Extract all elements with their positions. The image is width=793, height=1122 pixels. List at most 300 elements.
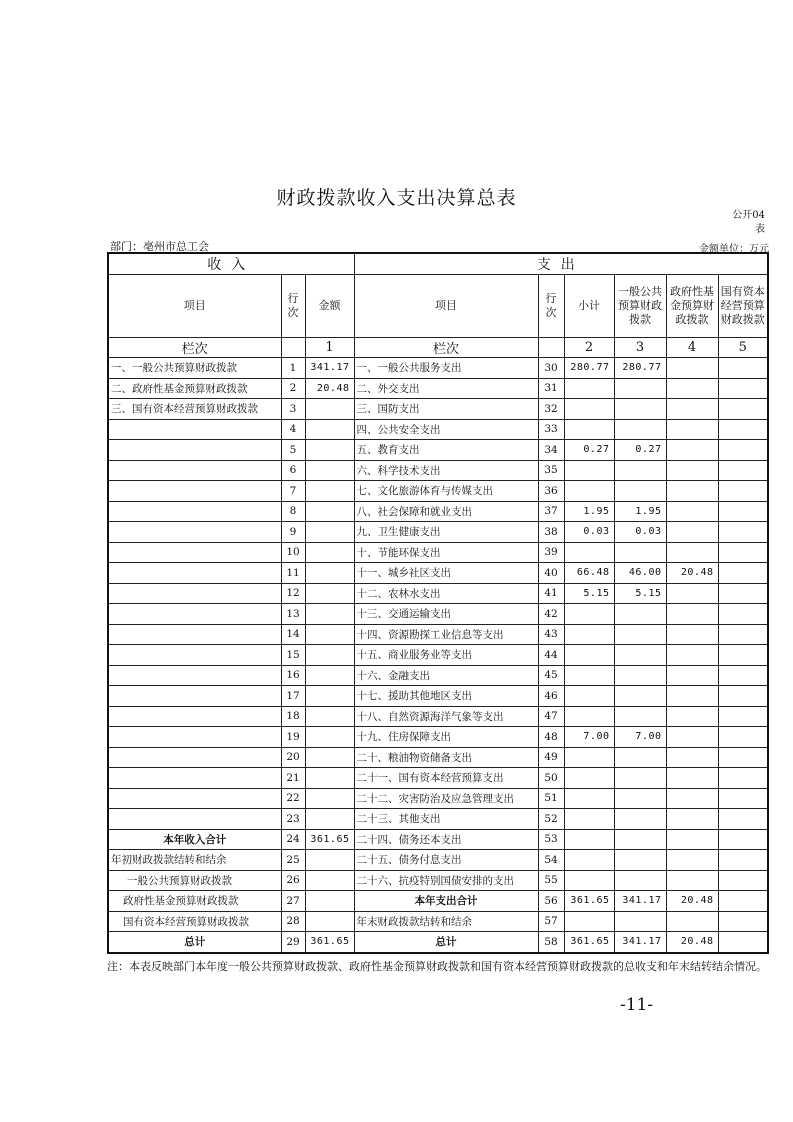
income-row-no: 8 [281,501,305,522]
fund-budget-value [666,542,718,563]
general-budget-value [614,809,666,830]
table-row [108,665,768,686]
income-item: 年初财政拨款结转和结余 [108,850,281,871]
general-budget-value [614,624,666,645]
expense-row-no: 51 [538,788,564,809]
table-row [108,891,768,912]
income-row-no: 20 [281,747,305,768]
form-code-line1: 公开04 [732,210,765,221]
blank-cell [538,338,564,358]
income-item [108,501,281,522]
fund-budget-value [666,522,718,543]
income-amount [305,481,354,502]
blank-cell [281,338,305,358]
state-capital-value [718,809,768,830]
income-row-no: 23 [281,809,305,830]
expense-row-no: 30 [538,358,564,379]
income-amount [305,563,354,584]
income-item: 本年收入合计 [108,829,281,850]
income-amount [305,727,354,748]
table-row [108,809,768,830]
column-number-1: 1 [305,338,354,358]
expense-row-no: 50 [538,768,564,789]
income-row-no: 11 [281,563,305,584]
subtotal-value [564,665,614,686]
column-label-income: 栏次 [108,338,281,358]
subtotal-value [564,378,614,399]
state-capital-value [718,727,768,748]
state-capital-value [718,706,768,727]
subtotal-value [564,604,614,625]
income-item [108,460,281,481]
subtotal-value [564,850,614,871]
general-budget-value: 5.15 [614,583,666,604]
expense-item: 十二、农林水支出 [354,583,538,604]
table-row [108,932,768,953]
subtotal-value: 1.95 [564,501,614,522]
expense-item: 二、外交支出 [354,378,538,399]
income-item: 二、政府性基金预算财政拨款 [108,378,281,399]
fund-budget-value [666,788,718,809]
expense-item: 二十一、国有资本经营预算支出 [354,768,538,789]
table-row [108,419,768,440]
income-item: 政府性基金预算财政拨款 [108,891,281,912]
expense-row-no: 34 [538,440,564,461]
expense-item: 二十四、债务还本支出 [354,829,538,850]
table-row [108,645,768,666]
general-budget-value [614,419,666,440]
fund-budget-value [666,686,718,707]
subtotal-value: 0.27 [564,440,614,461]
table-row [108,481,768,502]
header-row-sections [108,253,768,275]
fund-budget-value [666,747,718,768]
subtotal-value [564,809,614,830]
expense-item: 二十六、抗疫特别国债安排的支出 [354,870,538,891]
expense-row-no: 38 [538,522,564,543]
table-row [108,706,768,727]
income-amount: 361.65 [305,932,354,953]
general-budget-value [614,665,666,686]
income-amount: 361.65 [305,829,354,850]
income-row-no: 4 [281,419,305,440]
general-budget-value: 341.17 [614,891,666,912]
income-amount [305,809,354,830]
expense-item: 十六、金融支出 [354,665,538,686]
fund-budget-value [666,870,718,891]
state-capital-value [718,460,768,481]
subtotal-value [564,788,614,809]
fund-budget-header: 政府性基金预算财政拨款 [666,275,718,338]
subtotal-header: 小计 [564,275,614,338]
expense-item: 一、一般公共服务支出 [354,358,538,379]
state-capital-value [718,542,768,563]
fund-budget-value [666,378,718,399]
subtotal-value [564,481,614,502]
general-budget-value [614,460,666,481]
income-section-header: 收入 [108,253,354,275]
income-row-no: 6 [281,460,305,481]
income-item [108,583,281,604]
income-row-no: 10 [281,542,305,563]
expense-item: 十九、住房保障支出 [354,727,538,748]
income-row-no: 17 [281,686,305,707]
subtotal-value [564,747,614,768]
income-item: 国有资本经营预算财政拨款 [108,911,281,932]
expense-item: 三、国防支出 [354,399,538,420]
income-amount [305,870,354,891]
footnote: 注：本表反映部门本年度一般公共预算财政拨款、政府性基金预算财政拨款和国有资本经营预算财政拨款的总收支和年末结转结余情况。 [107,960,767,973]
income-item [108,522,281,543]
expense-row-no: 56 [538,891,564,912]
income-amount [305,604,354,625]
state-capital-value [718,870,768,891]
income-amount [305,542,354,563]
income-amount [305,747,354,768]
income-amount: 20.48 [305,378,354,399]
state-capital-value [718,850,768,871]
column-label-expense: 栏次 [354,338,538,358]
income-item: 一般公共预算财政拨款 [108,870,281,891]
form-code [705,209,765,237]
unit-label: 金额单位：万元 [699,244,769,255]
general-budget-value: 341.17 [614,932,666,953]
expense-row-no: 32 [538,399,564,420]
state-capital-value [718,604,768,625]
income-amount [305,624,354,645]
fund-budget-value [666,809,718,830]
income-amount: 341.17 [305,358,354,379]
expense-item: 本年支出合计 [354,891,538,912]
income-item: 三、国有资本经营预算财政拨款 [108,399,281,420]
general-budget-value: 46.00 [614,563,666,584]
department-label: 部门：亳州市总工会 [110,240,209,253]
state-capital-value [718,358,768,379]
expense-item: 二十、粮油物资储备支出 [354,747,538,768]
table-row [108,583,768,604]
income-item [108,419,281,440]
expense-item: 十三、交通运输支出 [354,604,538,625]
income-amount [305,768,354,789]
state-capital-value [718,378,768,399]
fund-budget-value: 20.48 [666,932,718,953]
expense-row-no: 36 [538,481,564,502]
fund-budget-value [666,850,718,871]
expense-item: 十四、资源勘探工业信息等支出 [354,624,538,645]
fund-budget-value: 20.48 [666,891,718,912]
header-row-column-numbers [108,338,768,358]
fund-budget-value [666,440,718,461]
subtotal-value [564,706,614,727]
expense-item: 七、文化旅游体育与传媒支出 [354,481,538,502]
income-row-no: 1 [281,358,305,379]
income-amount [305,419,354,440]
income-row-no: 26 [281,870,305,891]
column-number-5: 5 [718,338,768,358]
state-capital-value [718,911,768,932]
table-row [108,870,768,891]
expense-item: 十五、商业服务业等支出 [354,645,538,666]
income-item [108,440,281,461]
general-budget-value [614,788,666,809]
income-row-no: 12 [281,583,305,604]
expense-row-no: 53 [538,829,564,850]
subtotal-value [564,542,614,563]
table-row [108,440,768,461]
income-row-no: 25 [281,850,305,871]
income-row-no: 2 [281,378,305,399]
income-item [108,563,281,584]
general-budget-value [614,747,666,768]
state-capital-value [718,624,768,645]
subtotal-value [564,460,614,481]
income-item [108,665,281,686]
table-row [108,747,768,768]
table-row [108,624,768,645]
fund-budget-value [666,604,718,625]
column-number-2: 2 [564,338,614,358]
income-item [108,788,281,809]
general-budget-value: 0.27 [614,440,666,461]
subtotal-value: 0.03 [564,522,614,543]
expense-row-no: 55 [538,870,564,891]
expense-row-no: 48 [538,727,564,748]
state-capital-value [718,419,768,440]
income-item [108,809,281,830]
table-row [108,829,768,850]
income-amount [305,399,354,420]
income-row-no: 9 [281,522,305,543]
state-capital-value [718,563,768,584]
expense-row-no: 52 [538,809,564,830]
fund-budget-value [666,358,718,379]
general-budget-value [614,542,666,563]
expense-row-no: 49 [538,747,564,768]
expense-item: 二十五、债务付息支出 [354,850,538,871]
expense-row-no: 47 [538,706,564,727]
income-amount [305,440,354,461]
income-row-no: 3 [281,399,305,420]
income-amount [305,686,354,707]
general-budget-value [614,850,666,871]
income-item [108,624,281,645]
income-row-no: 24 [281,829,305,850]
expense-section-header: 支出 [354,253,768,275]
income-amount [305,911,354,932]
expense-row-no: 31 [538,378,564,399]
income-amount [305,706,354,727]
subtotal-value: 5.15 [564,583,614,604]
table-row [108,788,768,809]
subtotal-value [564,911,614,932]
table-row [108,850,768,871]
table-row [108,604,768,625]
subtotal-value: 280.77 [564,358,614,379]
subtotal-value: 361.65 [564,932,614,953]
general-budget-value [614,870,666,891]
fund-budget-value [666,768,718,789]
expense-row-no: 40 [538,563,564,584]
income-amount [305,501,354,522]
expense-row-no: 33 [538,419,564,440]
general-budget-value [614,481,666,502]
fund-budget-value [666,645,718,666]
income-row-no: 19 [281,727,305,748]
expense-row-no: 57 [538,911,564,932]
income-item: 总计 [108,932,281,953]
subtotal-value [564,419,614,440]
general-budget-value [614,645,666,666]
state-capital-value [718,891,768,912]
expense-item: 二十三、其他支出 [354,809,538,830]
expense-row-no: 46 [538,686,564,707]
income-row-no: 14 [281,624,305,645]
table-row [108,727,768,748]
state-capital-value [718,399,768,420]
state-capital-value [718,645,768,666]
general-budget-value [614,399,666,420]
income-amount [305,665,354,686]
expense-item-header: 项目 [354,275,538,338]
income-row-no: 28 [281,911,305,932]
income-row-no: 22 [281,788,305,809]
income-amount [305,645,354,666]
fund-budget-value [666,624,718,645]
income-row-no: 13 [281,604,305,625]
income-item [108,604,281,625]
income-row-no: 21 [281,768,305,789]
subtotal-value [564,768,614,789]
state-capital-value [718,747,768,768]
expense-item: 总计 [354,932,538,953]
subtotal-value [564,624,614,645]
table-row [108,358,768,379]
state-capital-value [718,440,768,461]
expense-item: 十八、自然资源海洋气象等支出 [354,706,538,727]
table-row [108,399,768,420]
table-row [108,378,768,399]
general-budget-value: 7.00 [614,727,666,748]
fund-budget-value [666,460,718,481]
income-item: 一、一般公共预算财政拨款 [108,358,281,379]
general-budget-value: 1.95 [614,501,666,522]
income-amount [305,522,354,543]
fund-budget-value [666,583,718,604]
income-item [108,686,281,707]
state-capital-value [718,932,768,953]
table-row [108,460,768,481]
income-item [108,542,281,563]
expense-item: 五、教育支出 [354,440,538,461]
table-row [108,768,768,789]
expense-row-no: 54 [538,850,564,871]
general-budget-header: 一般公共预算财政拨款 [614,275,666,338]
fund-budget-value [666,481,718,502]
income-row-no-header: 行次 [281,275,305,338]
form-code-line2: 表 [755,224,765,235]
income-amount [305,788,354,809]
income-item [108,747,281,768]
income-amount [305,850,354,871]
income-amount-header: 金额 [305,275,354,338]
state-capital-value [718,788,768,809]
expense-item: 八、社会保障和就业支出 [354,501,538,522]
state-capital-value [718,481,768,502]
income-item [108,481,281,502]
income-row-no: 27 [281,891,305,912]
subtotal-value [564,399,614,420]
expense-item: 九、卫生健康支出 [354,522,538,543]
table-row [108,686,768,707]
state-capital-value [718,665,768,686]
expense-row-no-header: 行次 [538,275,564,338]
fund-budget-value [666,399,718,420]
expense-item: 十、节能环保支出 [354,542,538,563]
fund-budget-value [666,665,718,686]
state-capital-value [718,686,768,707]
general-budget-value [614,706,666,727]
expense-row-no: 37 [538,501,564,522]
table-row [108,911,768,932]
income-amount [305,460,354,481]
table-row [108,542,768,563]
fund-budget-value [666,419,718,440]
state-capital-value [718,501,768,522]
state-capital-header: 国有资本经营预算财政拨款 [718,275,768,338]
expense-row-no: 45 [538,665,564,686]
income-item [108,706,281,727]
column-number-3: 3 [614,338,666,358]
general-budget-value [614,686,666,707]
subtotal-value: 66.48 [564,563,614,584]
income-item [108,645,281,666]
state-capital-value [718,522,768,543]
table-row [108,563,768,584]
fund-budget-value [666,829,718,850]
income-row-no: 16 [281,665,305,686]
expense-row-no: 41 [538,583,564,604]
expense-item: 年末财政拨款结转和结余 [354,911,538,932]
expense-item: 二十二、灾害防治及应急管理支出 [354,788,538,809]
expense-row-no: 35 [538,460,564,481]
fund-budget-value [666,727,718,748]
table-row [108,522,768,543]
income-amount [305,583,354,604]
expense-item: 六、科学技术支出 [354,460,538,481]
income-amount [305,891,354,912]
expense-row-no: 58 [538,932,564,953]
subtotal-value [564,686,614,707]
income-row-no: 7 [281,481,305,502]
income-row-no: 5 [281,440,305,461]
fund-budget-value: 20.48 [666,563,718,584]
expense-row-no: 43 [538,624,564,645]
state-capital-value [718,768,768,789]
expense-row-no: 44 [538,645,564,666]
expense-row-no: 39 [538,542,564,563]
fund-budget-value [666,501,718,522]
subtotal-value: 361.65 [564,891,614,912]
income-row-no: 18 [281,706,305,727]
subtotal-value [564,829,614,850]
subtotal-value: 7.00 [564,727,614,748]
subtotal-value [564,645,614,666]
income-item-header: 项目 [108,275,281,338]
page-number: -11- [620,995,654,1015]
fund-budget-value [666,706,718,727]
general-budget-value [614,911,666,932]
general-budget-value [614,604,666,625]
